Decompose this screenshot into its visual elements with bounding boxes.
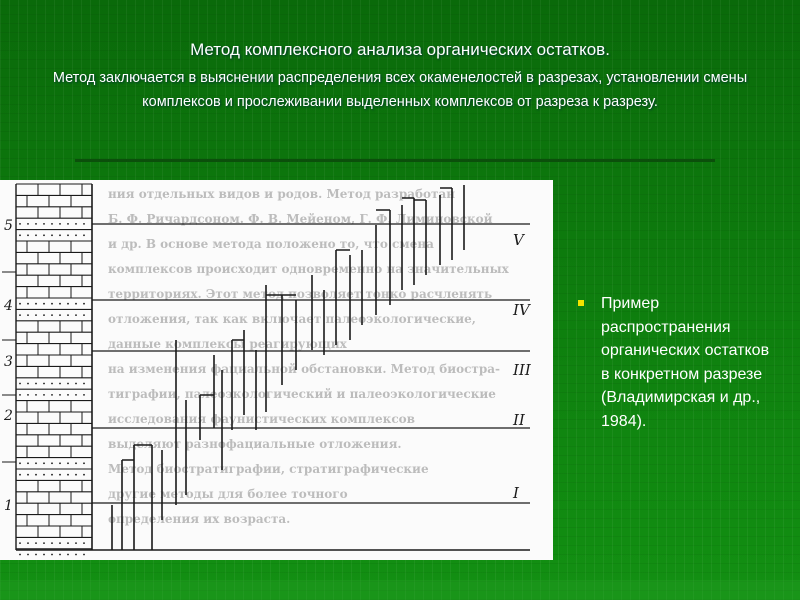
sand-dot [19,383,21,385]
sand-dot [19,462,21,464]
sand-dot [75,542,77,544]
sand-dot [59,383,61,385]
sand-dot [59,314,61,316]
sand-dot [83,542,85,544]
sand-dot [43,314,45,316]
sand-dot [35,383,37,385]
sand-dot [43,542,45,544]
complex-label: IV [513,301,530,319]
sand-dot [59,223,61,225]
layer-number: 2 [4,408,13,424]
sand-dot [35,303,37,305]
sand-dot [59,462,61,464]
sand-dot [67,303,69,305]
background-text-line: и др. В основе метода положено то, что смена [108,237,434,251]
sand-dot [43,474,45,476]
sand-dot [51,303,53,305]
sand-dot [27,462,29,464]
background-text-line: выделяют разнофациальные отложения. [108,437,402,451]
sand-dot [59,474,61,476]
sand-dot [51,223,53,225]
background-text-line: отложения, так как включает палеоэкологические, [108,312,476,326]
sand-dot [27,542,29,544]
sand-dot [59,234,61,236]
sand-dot [27,303,29,305]
sand-dot [75,223,77,225]
sand-dot [51,474,53,476]
sand-dot [35,474,37,476]
sand-dot [19,554,21,556]
sand-dot [83,314,85,316]
sand-dot [35,554,37,556]
background-text-line: определения их возраста. [108,512,291,526]
sand-dot [75,474,77,476]
sand-dot [83,394,85,396]
bullet-text: Пример распространения органических остатков в конкретном разрезе (Владимирская и др., 1984). [601,295,770,430]
bullet-square-icon [578,300,584,306]
sand-dot [83,303,85,305]
sand-dot [19,303,21,305]
sand-dot [75,462,77,464]
layer-number: 3 [4,354,13,370]
sand-dot [75,383,77,385]
sand-dot [51,462,53,464]
background-text-line: данные комплексы реагирующих [108,337,347,351]
sand-dot [51,234,53,236]
sand-dot [19,223,21,225]
sand-dot [83,234,85,236]
sand-dot [35,542,37,544]
slide-title: Метод комплексного анализа органических остатков. [190,40,610,59]
sand-dot [59,542,61,544]
background-text-line: другие методы для более точного [108,487,348,501]
sand-dot [27,383,29,385]
sand-dot [83,462,85,464]
sand-dot [51,383,53,385]
sand-dot [67,383,69,385]
layer-number: 4 [4,298,13,314]
sand-dot [27,314,29,316]
layer-number: 1 [4,498,13,514]
background-text [108,187,510,526]
sand-dot [51,314,53,316]
slide-subtitle: Метод заключается в выяснении распределения всех окаменелостей в разрезах, установлении смены комплексов и прослеживании выделенных комплексов от разреза к разрезу. [52,70,748,110]
sand-dot [83,474,85,476]
sand-dot [43,234,45,236]
sand-dot [35,462,37,464]
sand-dot [75,234,77,236]
background-text-line: территориях. Этот метод позволяет тонко расчленять [108,287,493,301]
sand-dot [75,303,77,305]
sand-dot [75,554,77,556]
fossil-distribution-diagram [0,180,553,560]
sand-dot [83,383,85,385]
sand-dot [35,314,37,316]
background-text-line: Метод биостратиграфии, стратиграфические [108,462,429,476]
sand-dot [67,554,69,556]
sand-dot [27,474,29,476]
lithology-column [16,184,92,555]
sand-dot [27,554,29,556]
background-text-line: на изменения фациальной обстановки. Метод биостра- [108,362,501,376]
sand-dot [27,223,29,225]
sand-dot [43,383,45,385]
sand-dot [67,314,69,316]
sand-dot [67,542,69,544]
sand-dot [51,394,53,396]
title-divider [75,159,715,162]
complex-label: III [513,361,531,379]
sand-dot [67,394,69,396]
sand-dot [67,462,69,464]
sand-dot [27,234,29,236]
sand-dot [67,474,69,476]
complex-label: V [513,231,524,249]
sand-dot [43,462,45,464]
background-text-line: тиграфии, палеоэкологический и палеоэкологические [108,387,496,401]
sand-dot [59,394,61,396]
sand-dot [19,314,21,316]
sand-dot [83,223,85,225]
sand-dot [83,554,85,556]
sand-dot [35,234,37,236]
layer-number: 5 [4,218,13,234]
sand-dot [19,234,21,236]
sand-dot [27,394,29,396]
sand-dot [43,394,45,396]
scanned-figure [0,180,553,560]
complex-label: I [513,484,519,502]
sand-dot [19,394,21,396]
sand-dot [59,303,61,305]
sand-dot [43,223,45,225]
sand-dot [35,223,37,225]
background-text-line: ния отдельных видов и родов. Метод разработан [108,187,455,201]
sand-dot [19,474,21,476]
bottom-band [0,580,800,600]
background-text-line: Б. Ф. Ричардсоном. Ф. В. Мейеном, Г. Ф. Лиминовской [108,212,493,226]
background-text-line: комплексов происходит одновременно на значительных [108,262,509,276]
sand-dot [19,542,21,544]
sand-dot [59,554,61,556]
sand-dot [43,303,45,305]
background-text-line: исследования фаунистических комплексов [108,412,415,426]
sand-dot [51,542,53,544]
sand-dot [51,554,53,556]
sand-dot [67,234,69,236]
complex-label: II [513,411,525,429]
sand-dot [75,314,77,316]
sand-dot [43,554,45,556]
sand-dot [75,394,77,396]
sand-dot [67,223,69,225]
sand-dot [35,394,37,396]
